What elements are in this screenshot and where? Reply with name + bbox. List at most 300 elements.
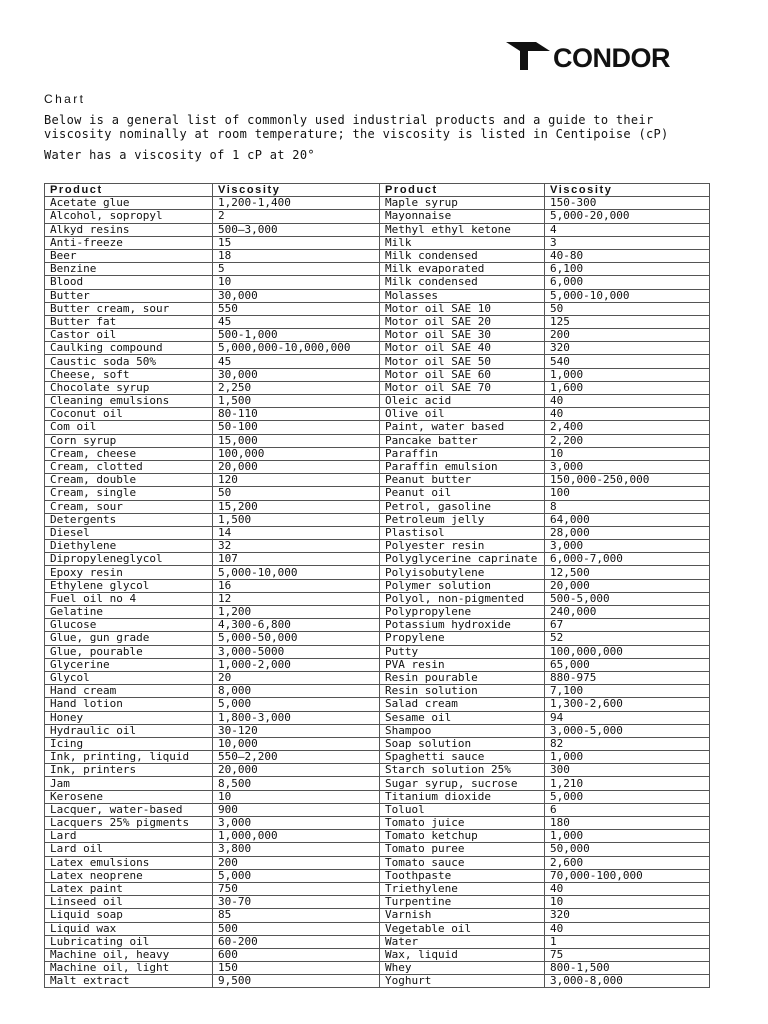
table-row — [45, 500, 710, 513]
viscosity-cell: 5 — [213, 263, 380, 276]
product-cell: Epoxy resin — [45, 566, 213, 579]
table-row — [45, 342, 710, 355]
product-cell: Soap solution — [380, 737, 545, 750]
product-cell: Shampoo — [380, 724, 545, 737]
product-cell: Tomato ketchup — [380, 830, 545, 843]
intro-paragraph: Below is a general list of commonly used industrial products and a guide to their viscosity nominally at room temperature; the viscosity is listed in Centipoise (cP) — [44, 113, 669, 141]
product-cell: Gelatine — [45, 606, 213, 619]
product-cell: Maple syrup — [380, 197, 545, 210]
viscosity-cell: 1,500 — [213, 513, 380, 526]
product-cell: Machine oil, heavy — [45, 948, 213, 961]
product-cell: Whey — [380, 962, 545, 975]
viscosity-cell: 75 — [545, 948, 710, 961]
table-row — [45, 447, 710, 460]
viscosity-cell: 880-975 — [545, 671, 710, 684]
viscosity-cell: 1,000,000 — [213, 830, 380, 843]
product-cell: Cheese, soft — [45, 368, 213, 381]
table-row — [45, 830, 710, 843]
table-row — [45, 698, 710, 711]
table-row — [45, 685, 710, 698]
table-row — [45, 632, 710, 645]
product-cell: Lard — [45, 830, 213, 843]
viscosity-cell: 20,000 — [213, 460, 380, 473]
table-row — [45, 236, 710, 249]
table-row — [45, 249, 710, 262]
viscosity-cell: 1,800-3,000 — [213, 711, 380, 724]
brand-name: CONDOR — [553, 43, 670, 70]
viscosity-cell: 40 — [545, 408, 710, 421]
product-cell: Milk evaporated — [380, 263, 545, 276]
viscosity-cell: 2,600 — [545, 856, 710, 869]
product-cell: Motor oil SAE 10 — [380, 302, 545, 315]
viscosity-cell: 20 — [213, 671, 380, 684]
viscosity-cell: 5,000 — [545, 790, 710, 803]
table-row — [45, 843, 710, 856]
table-row — [45, 553, 710, 566]
product-cell: Motor oil SAE 20 — [380, 315, 545, 328]
product-cell: Toothpaste — [380, 869, 545, 882]
viscosity-cell: 32 — [213, 540, 380, 553]
viscosity-cell: 5,000 — [213, 869, 380, 882]
product-cell: Starch solution 25% — [380, 764, 545, 777]
product-cell: Pancake batter — [380, 434, 545, 447]
table-row — [45, 948, 710, 961]
viscosity-cell: 70,000-100,000 — [545, 869, 710, 882]
product-cell: Beer — [45, 249, 213, 262]
table-row — [45, 711, 710, 724]
product-cell: Blood — [45, 276, 213, 289]
viscosity-cell: 6,000-7,000 — [545, 553, 710, 566]
product-cell: Motor oil SAE 70 — [380, 381, 545, 394]
table-row — [45, 329, 710, 342]
viscosity-cell: 2,400 — [545, 421, 710, 434]
viscosity-cell: 30-120 — [213, 724, 380, 737]
viscosity-cell: 40 — [545, 395, 710, 408]
viscosity-cell: 6,000 — [545, 276, 710, 289]
viscosity-cell: 5,000 — [213, 698, 380, 711]
viscosity-cell: 16 — [213, 579, 380, 592]
product-cell: Putty — [380, 645, 545, 658]
product-cell: Motor oil SAE 50 — [380, 355, 545, 368]
viscosity-cell: 12,500 — [545, 566, 710, 579]
viscosity-cell: 20,000 — [213, 764, 380, 777]
viscosity-cell: 240,000 — [545, 606, 710, 619]
viscosity-cell: 9,500 — [213, 975, 380, 988]
viscosity-cell: 3 — [545, 236, 710, 249]
viscosity-cell: 550–2,200 — [213, 751, 380, 764]
product-cell: Titanium dioxide — [380, 790, 545, 803]
product-cell: Peanut oil — [380, 487, 545, 500]
viscosity-cell: 5,000,000-10,000,000 — [213, 342, 380, 355]
product-cell: Salad cream — [380, 698, 545, 711]
product-cell: Diethylene — [45, 540, 213, 553]
viscosity-cell: 15,200 — [213, 500, 380, 513]
product-cell: Water — [380, 935, 545, 948]
product-cell: Cream, clotted — [45, 460, 213, 473]
product-cell: Tomato puree — [380, 843, 545, 856]
page-heading: Chart — [44, 92, 86, 106]
table-row — [45, 276, 710, 289]
viscosity-cell: 15 — [213, 236, 380, 249]
product-cell: Liquid wax — [45, 922, 213, 935]
product-cell: Oleic acid — [380, 395, 545, 408]
table-row — [45, 606, 710, 619]
product-cell: Motor oil SAE 40 — [380, 342, 545, 355]
product-cell: Latex paint — [45, 882, 213, 895]
viscosity-cell: 1,000 — [545, 830, 710, 843]
viscosity-cell: 1,200-1,400 — [213, 197, 380, 210]
product-cell: Polyisobutylene — [380, 566, 545, 579]
product-cell: Methyl ethyl ketone — [380, 223, 545, 236]
product-cell: Yoghurt — [380, 975, 545, 988]
viscosity-cell: 120 — [213, 474, 380, 487]
viscosity-cell: 1,300-2,600 — [545, 698, 710, 711]
table-row — [45, 975, 710, 988]
table-row — [45, 210, 710, 223]
viscosity-cell: 40 — [545, 882, 710, 895]
product-cell: Milk — [380, 236, 545, 249]
product-cell: Lubricating oil — [45, 935, 213, 948]
viscosity-cell: 600 — [213, 948, 380, 961]
table-row — [45, 223, 710, 236]
viscosity-cell: 150,000-250,000 — [545, 474, 710, 487]
table-row — [45, 566, 710, 579]
product-cell: Petroleum jelly — [380, 513, 545, 526]
product-cell: Varnish — [380, 909, 545, 922]
header-viscosity-1: Viscosity — [213, 184, 380, 197]
product-cell: Ink, printers — [45, 764, 213, 777]
product-cell: Vegetable oil — [380, 922, 545, 935]
viscosity-cell: 100,000,000 — [545, 645, 710, 658]
product-cell: Milk condensed — [380, 249, 545, 262]
table-row — [45, 315, 710, 328]
product-cell: Cleaning emulsions — [45, 395, 213, 408]
viscosity-cell: 50,000 — [545, 843, 710, 856]
table-row — [45, 764, 710, 777]
product-cell: Lacquers 25% pigments — [45, 817, 213, 830]
viscosity-cell: 45 — [213, 315, 380, 328]
viscosity-cell: 3,000-5000 — [213, 645, 380, 658]
viscosity-cell: 3,800 — [213, 843, 380, 856]
table-row — [45, 645, 710, 658]
viscosity-cell: 8,000 — [213, 685, 380, 698]
viscosity-cell: 1 — [545, 935, 710, 948]
product-cell: Paraffin — [380, 447, 545, 460]
product-cell: Caulking compound — [45, 342, 213, 355]
viscosity-cell: 5,000-10,000 — [213, 566, 380, 579]
product-cell: Hand lotion — [45, 698, 213, 711]
viscosity-cell: 3,000-5,000 — [545, 724, 710, 737]
header-product-1: Product — [45, 184, 213, 197]
table-row — [45, 658, 710, 671]
viscosity-cell: 300 — [545, 764, 710, 777]
product-cell: Polyester resin — [380, 540, 545, 553]
viscosity-cell: 900 — [213, 803, 380, 816]
product-cell: Paint, water based — [380, 421, 545, 434]
table-row — [45, 671, 710, 684]
table-row — [45, 856, 710, 869]
viscosity-cell: 18 — [213, 249, 380, 262]
table-row — [45, 896, 710, 909]
viscosity-cell: 800-1,500 — [545, 962, 710, 975]
product-cell: Tomato juice — [380, 817, 545, 830]
viscosity-cell: 100 — [545, 487, 710, 500]
product-cell: Icing — [45, 737, 213, 750]
viscosity-cell: 10,000 — [213, 737, 380, 750]
viscosity-cell: 750 — [213, 882, 380, 895]
product-cell: Cream, cheese — [45, 447, 213, 460]
product-cell: Detergents — [45, 513, 213, 526]
product-cell: Triethylene — [380, 882, 545, 895]
product-cell: Latex neoprene — [45, 869, 213, 882]
viscosity-cell: 15,000 — [213, 434, 380, 447]
product-cell: Cream, single — [45, 487, 213, 500]
product-cell: Plastisol — [380, 526, 545, 539]
viscosity-cell: 50 — [545, 302, 710, 315]
product-cell: Spaghetti sauce — [380, 751, 545, 764]
table-row — [45, 540, 710, 553]
viscosity-cell: 1,200 — [213, 606, 380, 619]
viscosity-cell: 40 — [545, 922, 710, 935]
table-row — [45, 408, 710, 421]
product-cell: Butter — [45, 289, 213, 302]
viscosity-cell: 320 — [545, 909, 710, 922]
product-cell: Alcohol, sopropyl — [45, 210, 213, 223]
table-body — [45, 197, 710, 988]
viscosity-cell: 65,000 — [545, 658, 710, 671]
product-cell: Latex emulsions — [45, 856, 213, 869]
condor-logo — [506, 42, 718, 70]
table-row — [45, 289, 710, 302]
viscosity-cell: 10 — [545, 896, 710, 909]
table-row — [45, 474, 710, 487]
product-cell: Glycerine — [45, 658, 213, 671]
viscosity-cell: 1,210 — [545, 777, 710, 790]
table-row — [45, 460, 710, 473]
product-cell: Lacquer, water-based — [45, 803, 213, 816]
product-cell: Castor oil — [45, 329, 213, 342]
viscosity-cell: 1,000-2,000 — [213, 658, 380, 671]
product-cell: Alkyd resins — [45, 223, 213, 236]
viscosity-cell: 540 — [545, 355, 710, 368]
product-cell: Toluol — [380, 803, 545, 816]
viscosity-cell: 1,500 — [213, 395, 380, 408]
product-cell: Jam — [45, 777, 213, 790]
product-cell: Resin pourable — [380, 671, 545, 684]
product-cell: Fuel oil no 4 — [45, 592, 213, 605]
viscosity-cell: 5,000-50,000 — [213, 632, 380, 645]
viscosity-table — [44, 183, 710, 988]
viscosity-cell: 180 — [545, 817, 710, 830]
product-cell: Glucose — [45, 619, 213, 632]
product-cell: Molasses — [380, 289, 545, 302]
viscosity-cell: 3,000 — [213, 817, 380, 830]
product-cell: Sesame oil — [380, 711, 545, 724]
table-row — [45, 619, 710, 632]
viscosity-cell: 500 — [213, 922, 380, 935]
product-cell: PVA resin — [380, 658, 545, 671]
product-cell: Corn syrup — [45, 434, 213, 447]
viscosity-cell: 8,500 — [213, 777, 380, 790]
product-cell: Hand cream — [45, 685, 213, 698]
viscosity-cell: 30,000 — [213, 368, 380, 381]
product-cell: Cream, double — [45, 474, 213, 487]
product-cell: Cream, sour — [45, 500, 213, 513]
product-cell: Motor oil SAE 30 — [380, 329, 545, 342]
product-cell: Wax, liquid — [380, 948, 545, 961]
table-row — [45, 909, 710, 922]
table-row — [45, 197, 710, 210]
product-cell: Tomato sauce — [380, 856, 545, 869]
viscosity-cell: 2,200 — [545, 434, 710, 447]
table-row — [45, 803, 710, 816]
product-cell: Coconut oil — [45, 408, 213, 421]
product-cell: Glue, gun grade — [45, 632, 213, 645]
viscosity-cell: 30,000 — [213, 289, 380, 302]
product-cell: Linseed oil — [45, 896, 213, 909]
product-cell: Kerosene — [45, 790, 213, 803]
viscosity-cell: 40-80 — [545, 249, 710, 262]
table-row — [45, 817, 710, 830]
table-row — [45, 526, 710, 539]
product-cell: Anti-freeze — [45, 236, 213, 249]
viscosity-cell: 2 — [213, 210, 380, 223]
product-cell: Petrol, gasoline — [380, 500, 545, 513]
product-cell: Olive oil — [380, 408, 545, 421]
header-product-2: Product — [380, 184, 545, 197]
viscosity-cell: 4,300-6,800 — [213, 619, 380, 632]
product-cell: Dipropyleneglycol — [45, 553, 213, 566]
viscosity-cell: 4 — [545, 223, 710, 236]
product-cell: Machine oil, light — [45, 962, 213, 975]
table-row — [45, 592, 710, 605]
viscosity-cell: 60-200 — [213, 935, 380, 948]
viscosity-cell: 14 — [213, 526, 380, 539]
viscosity-cell: 500–3,000 — [213, 223, 380, 236]
viscosity-cell: 200 — [545, 329, 710, 342]
table-row — [45, 355, 710, 368]
viscosity-cell: 52 — [545, 632, 710, 645]
viscosity-cell: 12 — [213, 592, 380, 605]
viscosity-cell: 5,000-10,000 — [545, 289, 710, 302]
viscosity-cell: 500-5,000 — [545, 592, 710, 605]
header-viscosity-2: Viscosity — [545, 184, 710, 197]
table-row — [45, 421, 710, 434]
product-cell: Malt extract — [45, 975, 213, 988]
product-cell: Peanut butter — [380, 474, 545, 487]
viscosity-cell: 94 — [545, 711, 710, 724]
viscosity-cell: 2,250 — [213, 381, 380, 394]
product-cell: Ink, printing, liquid — [45, 751, 213, 764]
viscosity-cell: 5,000-20,000 — [545, 210, 710, 223]
product-cell: Polyglycerine caprinate — [380, 553, 545, 566]
product-cell: Resin solution — [380, 685, 545, 698]
product-cell: Benzine — [45, 263, 213, 276]
viscosity-cell: 10 — [545, 447, 710, 460]
viscosity-cell: 45 — [213, 355, 380, 368]
viscosity-cell: 107 — [213, 553, 380, 566]
viscosity-cell: 1,000 — [545, 751, 710, 764]
viscosity-cell: 85 — [213, 909, 380, 922]
viscosity-cell: 50-100 — [213, 421, 380, 434]
table-row — [45, 381, 710, 394]
viscosity-cell: 82 — [545, 737, 710, 750]
product-cell: Hydraulic oil — [45, 724, 213, 737]
table-row — [45, 263, 710, 276]
viscosity-cell: 8 — [545, 500, 710, 513]
product-cell: Milk condensed — [380, 276, 545, 289]
table-row — [45, 962, 710, 975]
table-row — [45, 790, 710, 803]
water-note: Water has a viscosity of 1 cP at 20° — [44, 148, 315, 162]
viscosity-cell: 6,100 — [545, 263, 710, 276]
viscosity-cell: 6 — [545, 803, 710, 816]
product-cell: Butter cream, sour — [45, 302, 213, 315]
viscosity-cell: 150-300 — [545, 197, 710, 210]
product-cell: Glycol — [45, 671, 213, 684]
viscosity-cell: 200 — [213, 856, 380, 869]
table-row — [45, 777, 710, 790]
product-cell: Polypropylene — [380, 606, 545, 619]
viscosity-cell: 50 — [213, 487, 380, 500]
product-cell: Mayonnaise — [380, 210, 545, 223]
product-cell: Potassium hydroxide — [380, 619, 545, 632]
table-row — [45, 487, 710, 500]
viscosity-cell: 3,000-8,000 — [545, 975, 710, 988]
condor-logo-graphic — [506, 42, 718, 70]
table-row — [45, 579, 710, 592]
product-cell: Honey — [45, 711, 213, 724]
table-header-row — [45, 184, 710, 197]
table-row — [45, 513, 710, 526]
table-row — [45, 869, 710, 882]
product-cell: Com oil — [45, 421, 213, 434]
table-row — [45, 751, 710, 764]
viscosity-cell: 100,000 — [213, 447, 380, 460]
viscosity-cell: 67 — [545, 619, 710, 632]
product-cell: Chocolate syrup — [45, 381, 213, 394]
table-row — [45, 935, 710, 948]
viscosity-cell: 3,000 — [545, 460, 710, 473]
table-row — [45, 368, 710, 381]
product-cell: Caustic soda 50% — [45, 355, 213, 368]
table-row — [45, 302, 710, 315]
table-row — [45, 434, 710, 447]
product-cell: Glue, pourable — [45, 645, 213, 658]
product-cell: Acetate glue — [45, 197, 213, 210]
table-row — [45, 922, 710, 935]
product-cell: Ethylene glycol — [45, 579, 213, 592]
viscosity-cell: 20,000 — [545, 579, 710, 592]
table-row — [45, 882, 710, 895]
viscosity-cell: 150 — [213, 962, 380, 975]
product-cell: Turpentine — [380, 896, 545, 909]
viscosity-cell: 1,600 — [545, 381, 710, 394]
viscosity-cell: 28,000 — [545, 526, 710, 539]
viscosity-cell: 7,100 — [545, 685, 710, 698]
viscosity-cell: 10 — [213, 276, 380, 289]
product-cell: Diesel — [45, 526, 213, 539]
product-cell: Paraffin emulsion — [380, 460, 545, 473]
product-cell: Motor oil SAE 60 — [380, 368, 545, 381]
viscosity-cell: 10 — [213, 790, 380, 803]
viscosity-cell: 1,000 — [545, 368, 710, 381]
table-row — [45, 737, 710, 750]
viscosity-cell: 3,000 — [545, 540, 710, 553]
viscosity-cell: 320 — [545, 342, 710, 355]
product-cell: Butter fat — [45, 315, 213, 328]
viscosity-cell: 80-110 — [213, 408, 380, 421]
